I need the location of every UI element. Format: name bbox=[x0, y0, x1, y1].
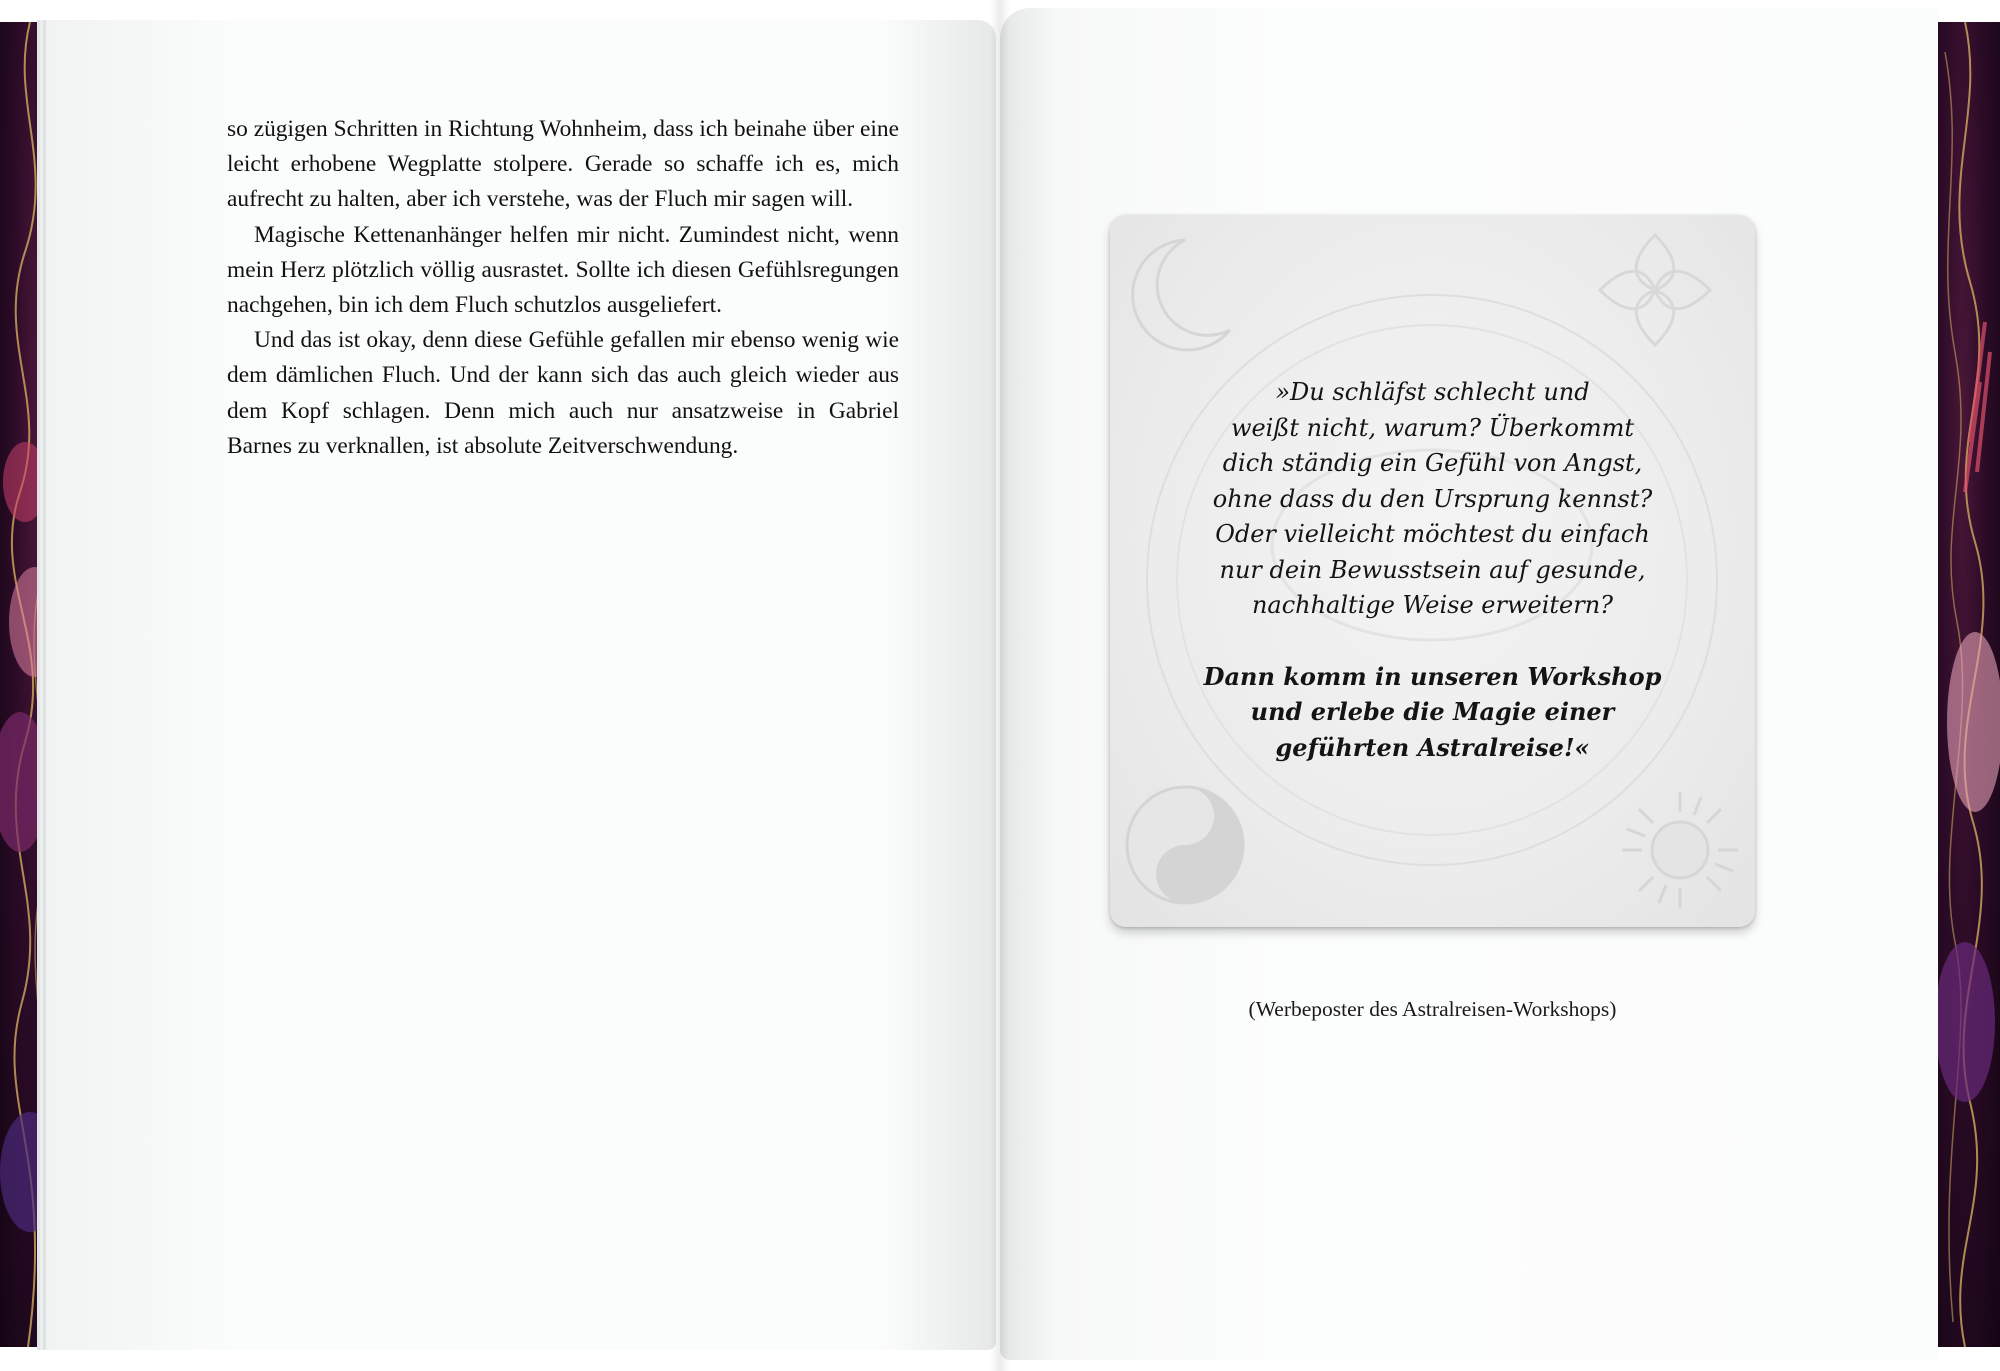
paragraph-2: Magische Kettenanhänger helfen mir nicht. Zumindest nicht, wenn mein Herz plötzlich völlig ausrastet. Sollte ich diesen Gefühlsregungen nachgehen, bin ich dem Fluch schutzlos ausgeliefert. bbox=[227, 221, 899, 319]
book-gutter bbox=[990, 0, 1010, 1371]
yin-yang-icon bbox=[1127, 787, 1243, 903]
poster-cta-line-2: und erlebe die Magie einer bbox=[1250, 697, 1615, 726]
celtic-knot-icon bbox=[1600, 235, 1710, 345]
sun-icon bbox=[1622, 792, 1738, 908]
left-page-body-text bbox=[227, 112, 899, 464]
poster-cta-line-3: geführten Astralreise!« bbox=[1275, 732, 1590, 762]
poster-text bbox=[1110, 375, 1755, 765]
poster-line-5: Oder vielleicht möchtest du einfach bbox=[1215, 520, 1650, 548]
crescent-moon-icon bbox=[1133, 240, 1230, 350]
poster-caption: (Werbeposter des Astralreisen-Workshops) bbox=[1248, 997, 1617, 1021]
poster-call-to-action bbox=[1110, 659, 1755, 766]
workshop-poster bbox=[1110, 215, 1755, 927]
poster-cta-line-1: Dann komm in unseren Workshop bbox=[1203, 661, 1662, 691]
poster-line-2: weißt nicht, warum? Überkommt bbox=[1230, 413, 1635, 442]
poster-line-7: nachhaltige Weise erweitern? bbox=[1251, 591, 1614, 619]
poster-line-6: nur dein Bewusstsein auf gesunde, bbox=[1219, 555, 1646, 584]
paragraph-1: so zügigen Schritten in Richtung Wohnheim, dass ich beinahe über eine leicht erhobene Wegplatte stolpere. Gerade so schaffe ich es, mich aufrecht zu halten, aber ich verstehe, was der Fluch mir sagen will. bbox=[227, 116, 899, 213]
paragraph-3: Und das ist okay, denn diese Gefühle gefallen mir ebenso wenig wie dem dämlichen Fluch. Und der kann sich das auch gleich wieder aus dem Kopf schlagen. Denn mich auch nur ansatzweise in Gabriel Barnes zu verknallen, ist absolute Zeitverschwendung. bbox=[227, 327, 899, 459]
poster-line-4: ohne dass du den Ursprung kennst? bbox=[1212, 484, 1653, 513]
poster-line-3: dich ständig ein Gefühl von Angst, bbox=[1222, 449, 1643, 477]
poster-line-1: »Du schläfst schlecht und bbox=[1275, 378, 1590, 406]
